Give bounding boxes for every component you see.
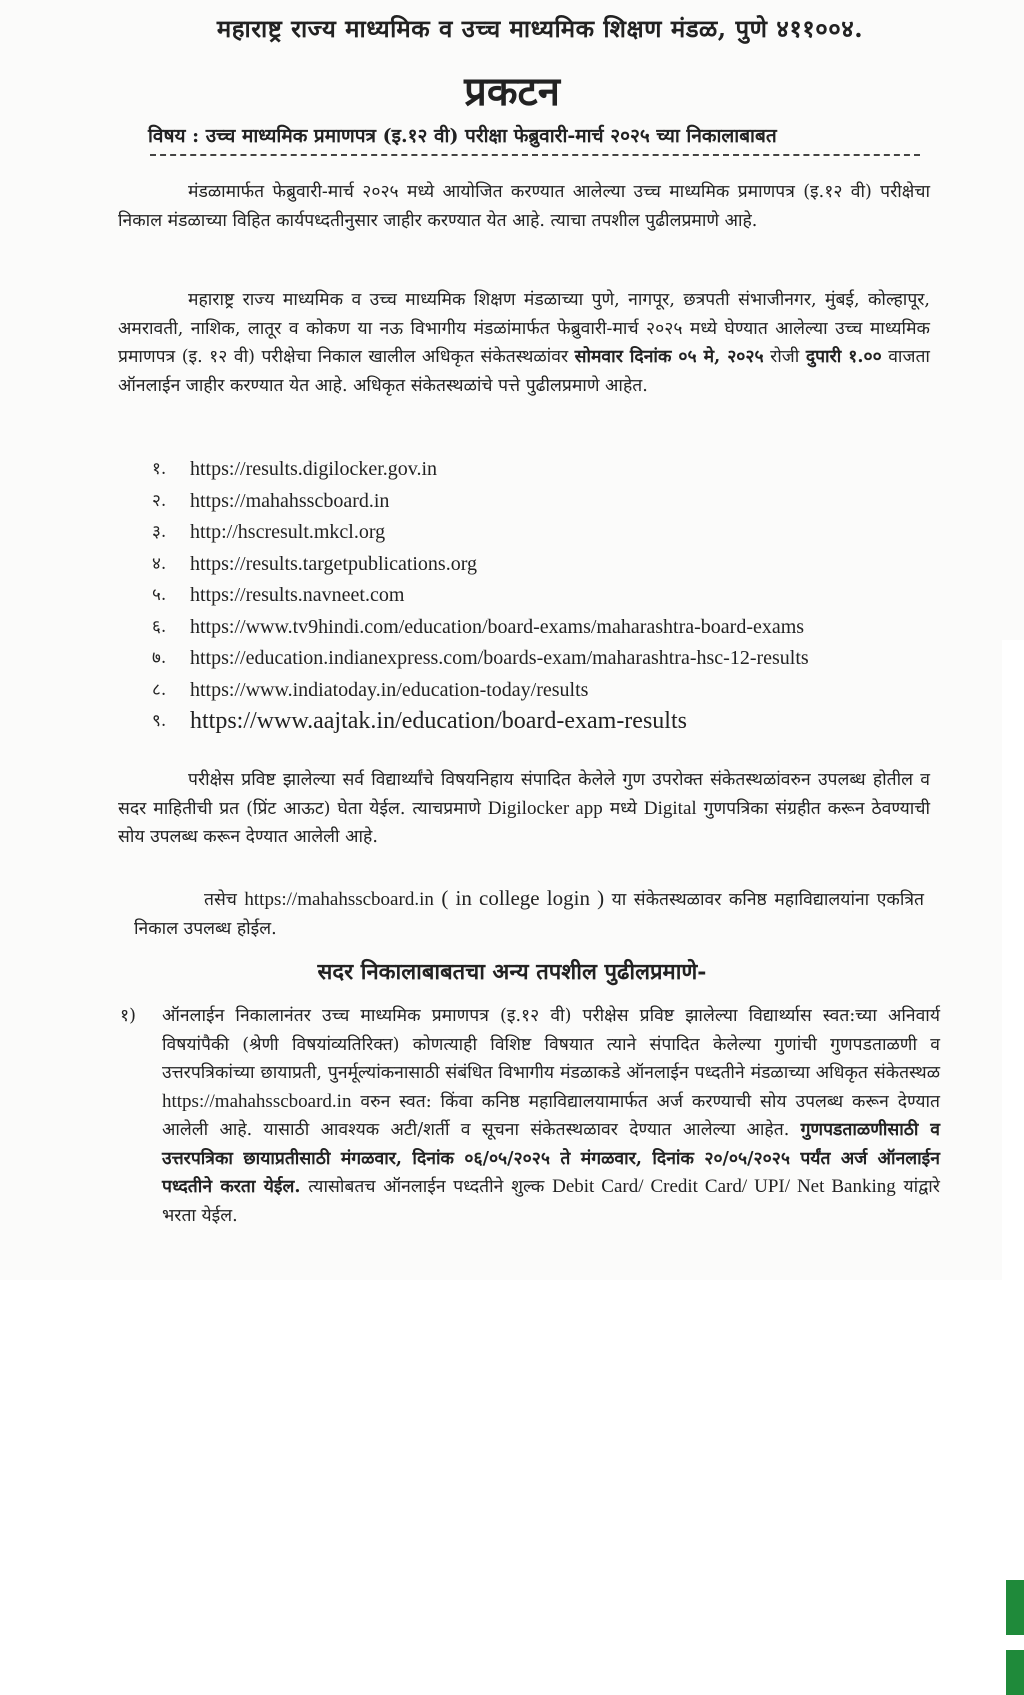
detail-point-1: [120, 1002, 940, 1230]
website-link[interactable]: https://education.indianexpress.com/boards-exam/maharashtra-hsc-12-results: [190, 647, 809, 669]
list-item: [152, 675, 942, 707]
text: त्यासोबतच ऑनलाईन पध्दतीने शुल्क: [308, 1177, 545, 1197]
text: वाजता ऑनलाईन जाहीर करण्यात येत आहे. अधिकृत संकेतस्थळांचे पत्ते पुढीलप्रमाणे आहेत.: [118, 347, 930, 396]
result-time: दुपारी १.००: [805, 347, 882, 367]
list-number: ७.: [152, 648, 167, 668]
list-number: ८.: [152, 679, 167, 700]
dashed-divider: [150, 154, 920, 156]
text: महाराष्ट्र राज्य माध्यमिक व उच्च माध्यमिक शिक्षण मंडळाच्या पुणे, नागपूर, छत्रपती संभाजीनगर, मुंबई, कोल्हापूर, अमरावती, नाशिक, लातूर व कोकण या नऊ विभागीय मंडळांमार्फत फेब्रुवारी-मार्च २०२५ मध्ये घेण्यात आलेल्या उच्च माध्यमिक प्रमाणपत्र (इ. १२ वी) परीक्षेचा निकाल खालील अधिकृत संकेतस्थळांवर: [118, 290, 930, 367]
list-number: ४.: [152, 553, 167, 574]
list-number: ५.: [152, 585, 167, 605]
website-link[interactable]: http://hscresult.mkcl.org: [190, 521, 386, 543]
list-item: [152, 580, 942, 612]
notice-subject: विषय : उच्च माध्यमिक प्रमाणपत्र (इ.१२ वी) परीक्षा फेब्रुवारी-मार्च २०२५ च्या निकालाबाबत: [148, 125, 777, 147]
list-item: [152, 549, 942, 581]
point-number: १): [120, 1006, 136, 1026]
digital-text: Digital: [643, 797, 697, 819]
list-number: १.: [152, 459, 167, 479]
website-link[interactable]: https://mahahsscboard.in: [190, 489, 390, 512]
website-link[interactable]: https://mahahsscboard.in: [244, 889, 434, 910]
list-item: [152, 454, 942, 486]
text: ऑनलाईन निकालानंतर उच्च माध्यमिक प्रमाणपत्र (इ.१२ वी) परीक्षेस प्रविष्ट झालेल्या विद्यार्थ्यास स्वत:च्या अनिवार्य विषयांपैकी (श्रेणी विषयांव्यतिरिक्त) कोणत्याही विशिष्ट विषयात त्याने संपादित केलेल्या गुणांची गुणपडताळणी व उत्तरपत्रिकांच्या छायाप्रती, पुनर्मूल्यांकनासाठी संबंधित विभागीय मंडळाकडे ऑनलाईन पध्दतीने मंडळाच्या अधिकृत संकेतस्थळ: [162, 1006, 940, 1083]
text: परीक्षेस प्रविष्ट झालेल्या सर्व विद्यार्थ्यांचे विषयनिहाय संपादित केलेले गुण उपरोक्त संकेतस्थळांवरुन उपलब्ध होतील व सदर माहितीची प्रत (प्रिंट आऊट) घेता येईल. त्याचप्रमाणे: [118, 770, 930, 819]
digilocker-text: Digilocker app: [487, 797, 603, 819]
application-dates: गुणपडताळणीसाठी व उत्तरपत्रिका छायाप्रतीसाठी मंगळवार, दिनांक ०६/०५/२०२५ ते मंगळवार, दिनांक २०/०५/२०२५ पर्यंत अर्ज ऑनलाईन पध्दतीने करता येईल.: [162, 1120, 941, 1197]
list-item: [152, 517, 942, 549]
text: यांद्वारे भरता येईल.: [162, 1177, 940, 1226]
website-link[interactable]: https://www.aajtak.in/education/board-exam-results: [190, 708, 687, 734]
official-websites-list: [152, 454, 942, 738]
text: वरुन स्वत: किंवा कनिष्ठ महाविद्यालयामार्फत अर्ज करण्याची सोय उपलब्ध करून देण्यात आलेली आहे. यासाठी आवश्यक अटी/शर्ती व सूचना संकेतस्थळावर देण्यात आलेल्या आहेत.: [162, 1091, 940, 1140]
list-number: ६.: [152, 616, 167, 637]
text: या संकेतस्थळावर कनिष्ठ महाविद्यालयांना एकत्रित निकाल उपलब्ध होईल.: [134, 890, 924, 939]
list-item: [152, 612, 942, 644]
website-link[interactable]: https://results.navneet.com: [190, 584, 405, 606]
website-link[interactable]: https://results.targetpublications.org: [190, 552, 478, 575]
website-link[interactable]: https://results.digilocker.gov.in: [190, 458, 438, 480]
text: तसेच: [204, 890, 237, 910]
point-text: [162, 1002, 940, 1230]
green-mark: [1006, 1580, 1024, 1635]
text: मध्ये: [609, 798, 637, 819]
result-date: सोमवार दिनांक ०५ मे, २०२५: [574, 347, 764, 367]
green-mark: [1006, 1650, 1024, 1695]
list-item: [152, 706, 942, 738]
list-number: २.: [152, 490, 167, 511]
list-number: ९.: [152, 711, 167, 731]
college-login-text: ( in college login ): [441, 886, 605, 910]
text: गुणपत्रिका संग्रहीत करून ठेवण्याची सोय उपलब्ध करून देण्यात आलेली आहे.: [118, 798, 930, 847]
list-number: ३.: [152, 522, 167, 542]
website-link[interactable]: https://mahahsscboard.in: [162, 1090, 352, 1112]
section-subheading: सदर निकालाबाबतचा अन्य तपशील पुढीलप्रमाणे-: [317, 959, 707, 985]
paragraph-result-announcement: [118, 286, 930, 400]
paragraph-marks-availability: [118, 766, 930, 852]
payment-methods: Debit Card/ Credit Card/ UPI/ Net Banking: [552, 1176, 896, 1197]
website-link[interactable]: https://www.tv9hindi.com/education/board-exams/maharashtra-board-exams: [190, 615, 805, 638]
paragraph-college-login: [134, 884, 924, 943]
website-link[interactable]: https://www.indiatoday.in/education-today/results: [190, 678, 589, 701]
list-item: [152, 486, 942, 518]
paragraph-intro: मंडळामार्फत फेब्रुवारी-मार्च २०२५ मध्ये आयोजित करण्यात आलेल्या उच्च माध्यमिक प्रमाणपत्र (इ.१२ वी) परीक्षेचा निकाल मंडळाच्या विहित कार्यपध्दतीनुसार जाहीर करण्यात येत आहे. त्याचा तपशील पुढीलप्रमाणे आहे.: [118, 182, 930, 231]
notice-title: प्रकटन: [464, 68, 560, 115]
list-item: [152, 643, 942, 675]
text: रोजी: [770, 347, 800, 367]
board-header: महाराष्ट्र राज्य माध्यमिक व उच्च माध्यमिक शिक्षण मंडळ, पुणे ४११००४.: [216, 14, 864, 43]
